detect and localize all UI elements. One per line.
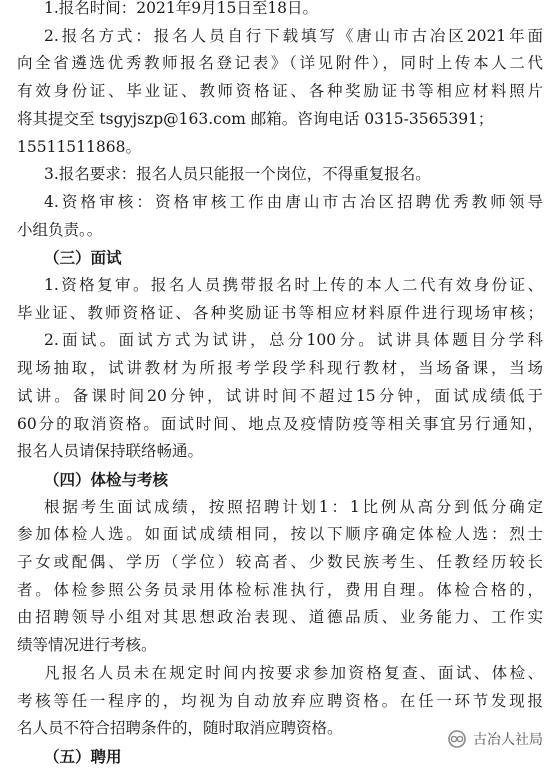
text-line: 试讲。备课时间20分钟，试讲时间不超过15分钟，面试成绩低于 bbox=[17, 386, 543, 405]
text-line: 子女或配偶、学历（学位）较高者、少数民族考生、任教经历较长 bbox=[17, 553, 543, 571]
text-line: 报名人员请保持联络畅通。 bbox=[17, 442, 204, 461]
text-line: 4.资格审核：资格审核工作由唐山市古冶区招聘优秀教师领导 bbox=[44, 192, 543, 211]
text-line: 根据考生面试成绩，按照招聘计划1：1比例从高分到低分确定 bbox=[44, 497, 543, 516]
text-line: 3.报名要求：报名人员只能报一个岗位，不得重复报名。 bbox=[44, 165, 431, 184]
text-line: 由招聘领导小组对其思想政治表现、道德品质、业务能力、工作实 bbox=[17, 608, 543, 627]
text-line: 现场抽取，试讲教材为所报考学段学科现行教材，当场备课，当场 bbox=[17, 359, 543, 378]
watermark-text: 古冶人社局 bbox=[473, 732, 543, 748]
text-line: 小组负责。。 bbox=[17, 220, 103, 239]
text-line: 有效身份证、毕业证、教师资格证、各种奖励证书等相应材料照片 bbox=[17, 82, 543, 101]
watermark bbox=[447, 728, 543, 750]
text-line: 2.面试。面试方式为试讲，总分100分。试讲具体题目分学科 bbox=[44, 331, 543, 350]
text-line: 将其提交至 tsgyjszp@163.com 邮箱。咨询电话 0315-3565391； bbox=[17, 109, 494, 128]
text-line: 15511511868。 bbox=[17, 137, 141, 156]
text-line: 考核等任一程序的，均视为自动放弃应聘资格。在任一环节发现报 bbox=[17, 691, 543, 710]
text-line: 向全省遴选优秀教师报名登记表》（详见附件），同时上传本人二代 bbox=[17, 54, 543, 73]
text-line: 60分的取消资格。面试时间、地点及疫情防疫等相关事宜另行通知， bbox=[17, 414, 543, 433]
text-line: 2.报名方式：报名人员自行下载填写《唐山市古冶区2021年面 bbox=[44, 26, 543, 45]
wechat-channel-icon bbox=[447, 729, 467, 749]
section-heading: （四）体检与考核 bbox=[44, 469, 169, 489]
text-line: 名人员不符合招聘条件的，随时取消应聘资格。 bbox=[17, 719, 343, 738]
text-line: 参加体检人选。如面试成绩相同，按以下顺序确定体检人选：烈士 bbox=[17, 525, 543, 544]
section-heading: （五）聘用 bbox=[44, 746, 122, 766]
text-line: 凡报名人员未在规定时间内按要求参加资格复查、面试、体检、 bbox=[44, 663, 543, 682]
text-line: 者。体检参照公务员录用体检标准执行，费用自理。体检合格的， bbox=[17, 580, 543, 599]
text-line: 毕业证、教师资格证、各种奖励证书等相应材料原件进行现场审核； bbox=[17, 303, 543, 322]
section-heading: （三）面试 bbox=[44, 248, 122, 268]
text-line: 1.报名时间：2021年9月15日至18日。 bbox=[44, 0, 319, 17]
text-line: 1.资格复审。报名人员携带报名时上传的本人二代有效身份证、 bbox=[44, 276, 543, 294]
text-line: 绩等情况进行考核。 bbox=[17, 636, 157, 655]
